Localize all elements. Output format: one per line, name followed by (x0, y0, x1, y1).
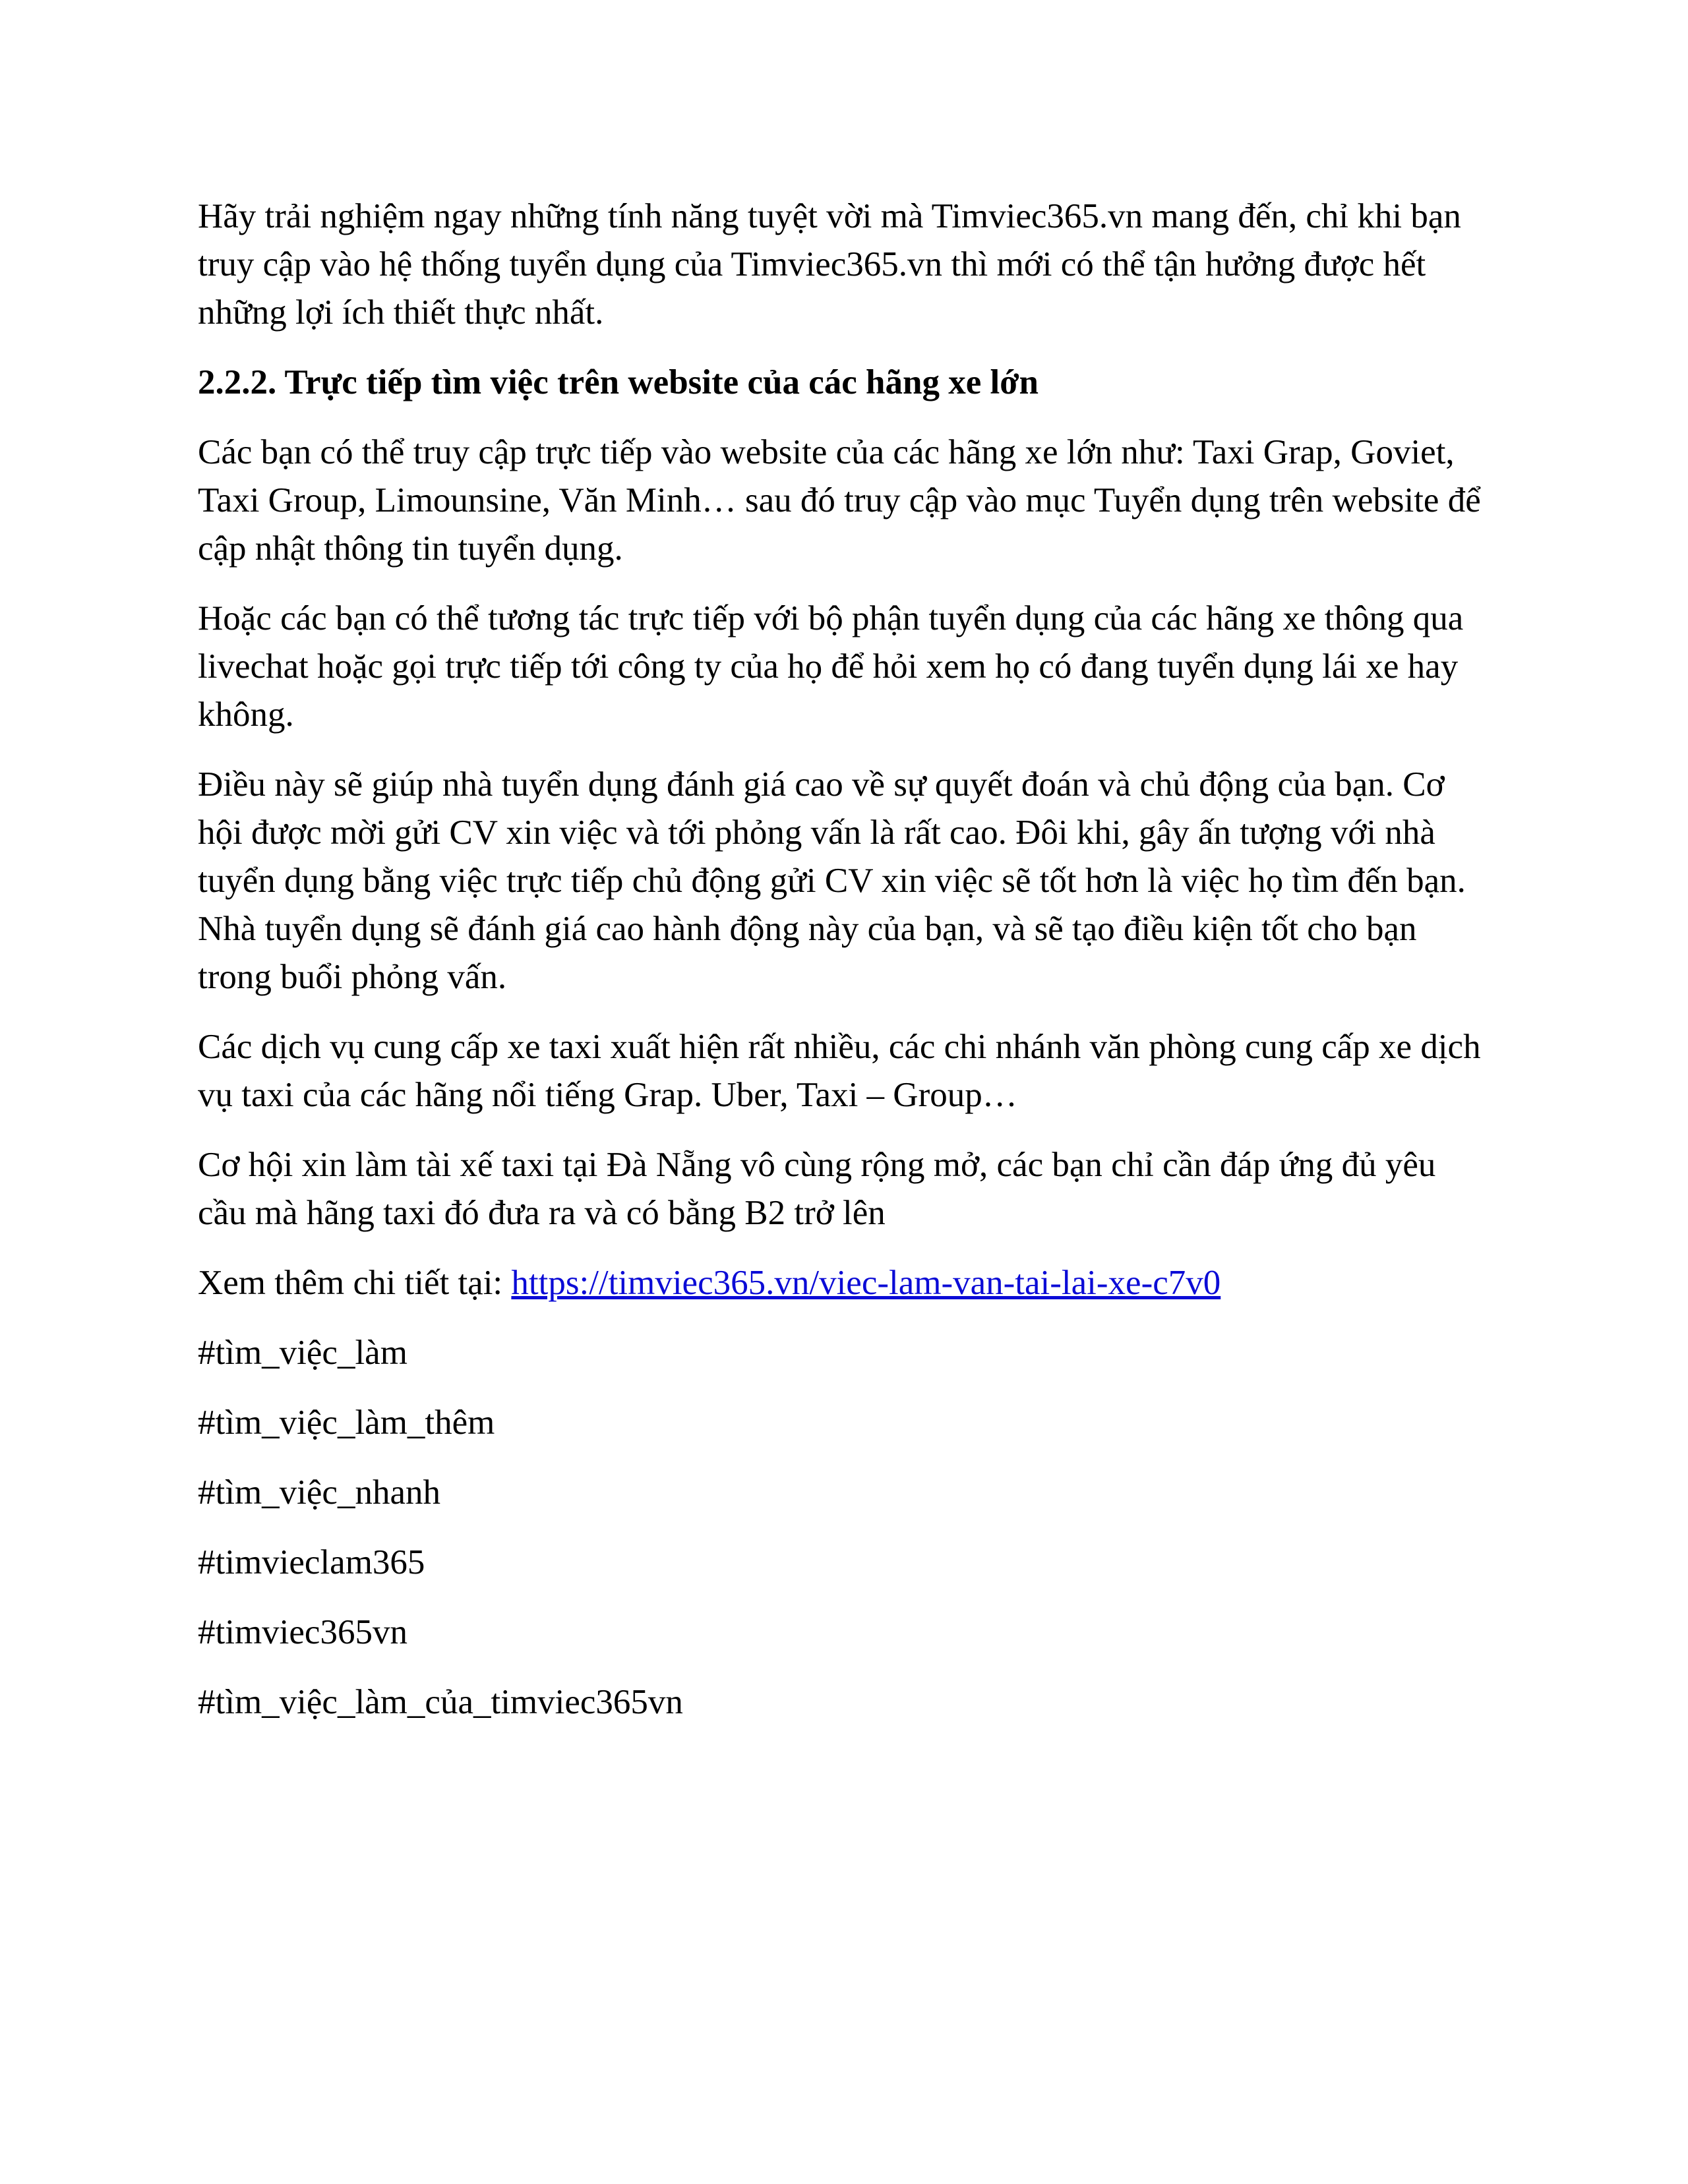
hashtag-3: #tìm_việc_nhanh (198, 1473, 440, 1512)
paragraph-2: Hoặc các bạn có thể tương tác trực tiếp với bộ phận tuyển dụng của các hãng xe thông qua livechat hoặc gọi trực tiếp tới công ty của họ để hỏi xem họ có đang tuyển dụng lái xe hay không. (198, 599, 1464, 734)
paragraph-5: Cơ hội xin làm tài xế taxi tại Đà Nẵng vô cùng rộng mở, các bạn chỉ cần đáp ứng đủ yêu cầu mà hãng taxi đó đưa ra và có bằng B2 trở lên (198, 1146, 1436, 1232)
paragraph-4: Các dịch vụ cung cấp xe taxi xuất hiện rất nhiều, các chi nhánh văn phòng cung cấp xe dịch vụ taxi của các hãng nổi tiếng Grap. Uber, Taxi – Group… (198, 1028, 1481, 1114)
hashtag-6: #tìm_việc_làm_của_timviec365vn (198, 1683, 683, 1721)
hashtag-5: #timviec365vn (198, 1613, 407, 1651)
more-details-link[interactable]: https://timviec365.vn/viec-lam-van-tai-lai-xe-c7v0 (511, 1264, 1221, 1302)
section-heading: 2.2.2. Trực tiếp tìm việc trên website của các hãng xe lớn (198, 363, 1039, 401)
hashtag-2: #tìm_việc_làm_thêm (198, 1403, 495, 1442)
more-details-line (198, 1259, 1490, 1307)
hashtag-1: #tìm_việc_làm (198, 1334, 407, 1372)
intro-paragraph: Hãy trải nghiệm ngay những tính năng tuyệt vời mà Timviec365.vn mang đến, chỉ khi bạn truy cập vào hệ thống tuyển dụng của Timviec365.vn thì mới có thể tận hưởng được hết những lợi ích thiết thực nhất. (198, 197, 1461, 332)
hashtag-4: #timvieclam365 (198, 1543, 425, 1581)
document-body (198, 192, 1490, 1748)
paragraph-3: Điều này sẽ giúp nhà tuyển dụng đánh giá cao về sự quyết đoán và chủ động của bạn. Cơ hội được mời gửi CV xin việc và tới phỏng vấn là rất cao. Đôi khi, gây ấn tượng với nhà tuyển dụng bằng việc trực tiếp chủ động gửi CV xin việc sẽ tốt hơn là việc họ tìm đến bạn. Nhà tuyển dụng sẽ đánh giá cao hành động này của bạn, và sẽ tạo điều kiện tốt cho bạn trong buổi phỏng vấn. (198, 765, 1466, 996)
more-details-label: Xem thêm chi tiết tại: (198, 1264, 512, 1302)
paragraph-1: Các bạn có thể truy cập trực tiếp vào website của các hãng xe lớn như: Taxi Grap, Goviet, Taxi Group, Limounsine, Văn Minh… sau đó truy cập vào mục Tuyển dụng trên website để cập nhật thông tin tuyển dụng. (198, 433, 1481, 568)
